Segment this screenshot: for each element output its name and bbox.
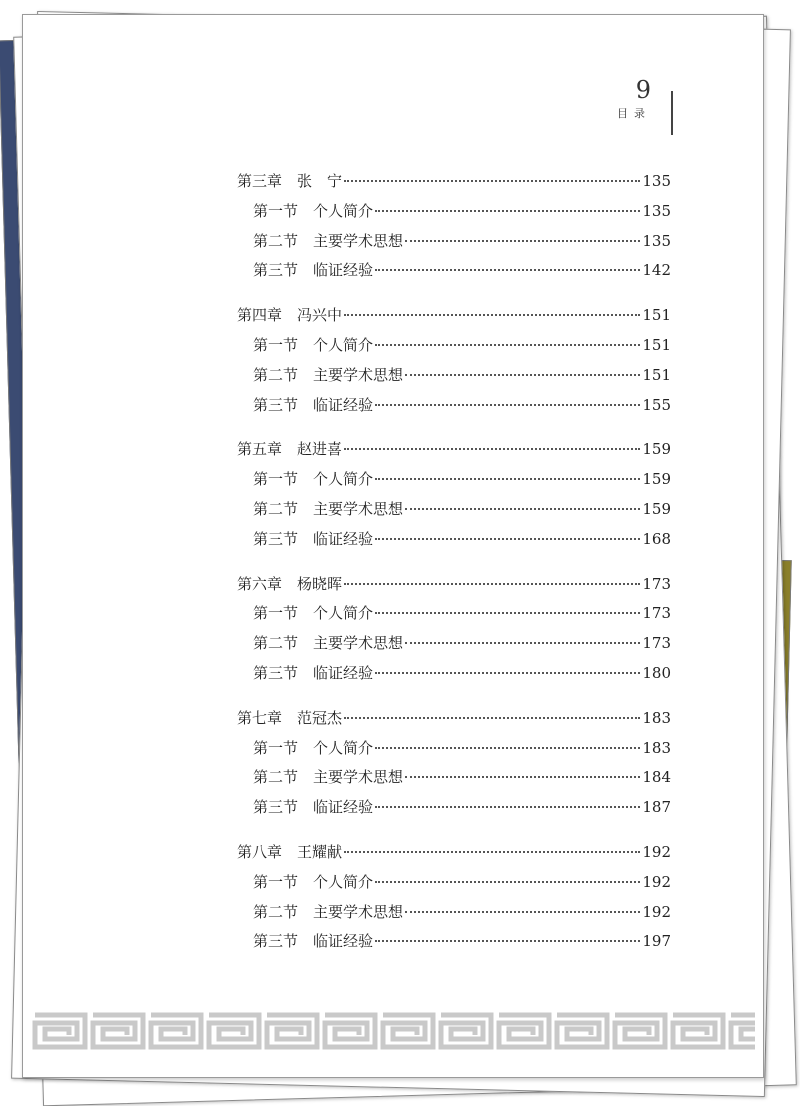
toc-section-entry-label: 第二节 主要学术思想 — [253, 365, 404, 384]
toc-chapter-entry-page-number: 151 — [642, 306, 671, 325]
dot-leader — [405, 776, 640, 778]
dot-leader — [375, 940, 640, 942]
toc-section-entry-label: 第一节 个人简介 — [253, 470, 374, 489]
toc-section-entry[interactable] — [237, 930, 671, 960]
toc-chapter-entry[interactable] — [237, 438, 671, 468]
toc-section-entry-page-number: 197 — [642, 932, 671, 951]
page-number: 9 — [635, 76, 651, 104]
toc-chapter-entry-page-number: 173 — [642, 574, 671, 593]
toc-section-entry-page-number: 151 — [642, 335, 671, 354]
toc-chapter-entry-page-number: 159 — [642, 440, 671, 459]
dot-leader — [375, 672, 640, 674]
toc-chapter-block — [237, 841, 671, 960]
toc-section-entry-label: 第一节 个人简介 — [253, 335, 374, 354]
toc-section-entry-label: 第一节 个人简介 — [253, 604, 374, 623]
dot-leader — [344, 583, 640, 585]
fret-border-decoration — [31, 1011, 755, 1051]
dot-leader — [344, 448, 640, 450]
dot-leader — [405, 374, 640, 376]
dot-leader — [375, 478, 640, 480]
toc-section-entry-page-number: 184 — [642, 768, 671, 787]
dot-leader — [375, 538, 640, 540]
toc-section-entry-page-number: 173 — [642, 604, 671, 623]
table-of-contents — [237, 170, 671, 975]
dot-leader — [344, 180, 640, 182]
toc-section-entry[interactable] — [237, 662, 671, 692]
toc-section-entry[interactable] — [237, 901, 671, 931]
dot-leader — [344, 314, 640, 316]
toc-section-entry-page-number: 142 — [642, 261, 671, 280]
toc-section-entry-page-number: 135 — [642, 231, 671, 250]
toc-section-entry-label: 第二节 主要学术思想 — [253, 634, 404, 653]
toc-section-entry-page-number: 135 — [642, 201, 671, 220]
dot-leader — [375, 806, 640, 808]
toc-chapter-entry[interactable] — [237, 573, 671, 603]
toc-chapter-block — [237, 438, 671, 557]
toc-section-entry-label: 第三节 临证经验 — [253, 395, 374, 414]
toc-section-entry-page-number: 173 — [642, 634, 671, 653]
dot-leader — [375, 344, 640, 346]
dot-leader — [405, 642, 640, 644]
toc-section-entry-label: 第三节 临证经验 — [253, 261, 374, 280]
dot-leader — [375, 269, 640, 271]
toc-section-entry-page-number: 187 — [642, 798, 671, 817]
toc-section-entry-label: 第三节 临证经验 — [253, 798, 374, 817]
toc-section-entry-page-number: 159 — [642, 470, 671, 489]
toc-chapter-entry[interactable] — [237, 841, 671, 871]
dot-leader — [375, 747, 640, 749]
toc-section-entry[interactable] — [237, 200, 671, 230]
toc-chapter-block — [237, 707, 671, 826]
dot-leader — [375, 881, 640, 883]
toc-section-entry-label: 第二节 主要学术思想 — [253, 499, 404, 518]
toc-section-entry-label: 第二节 主要学术思想 — [253, 768, 404, 787]
toc-section-entry[interactable] — [237, 766, 671, 796]
toc-section-entry-label: 第三节 临证经验 — [253, 932, 374, 951]
toc-section-entry-page-number: 155 — [642, 395, 671, 414]
toc-section-entry-page-number: 168 — [642, 529, 671, 548]
toc-chapter-entry-label: 第五章 赵进喜 — [237, 440, 343, 459]
toc-section-entry-label: 第三节 临证经验 — [253, 529, 374, 548]
toc-section-entry-label: 第三节 临证经验 — [253, 663, 374, 682]
toc-chapter-entry-label: 第三章 张 宁 — [237, 172, 343, 190]
toc-chapter-entry-label: 第七章 范冠杰 — [237, 708, 343, 727]
dot-leader — [405, 240, 640, 242]
toc-section-entry[interactable] — [237, 796, 671, 826]
dot-leader — [405, 911, 640, 913]
toc-chapter-entry-label: 第四章 冯兴中 — [237, 306, 343, 325]
toc-page — [22, 14, 764, 1078]
dot-leader — [344, 851, 640, 853]
toc-section-entry[interactable] — [237, 498, 671, 528]
toc-chapter-entry-page-number: 135 — [642, 172, 671, 190]
toc-chapter-block — [237, 304, 671, 423]
toc-section-entry[interactable] — [237, 871, 671, 901]
page-header — [617, 77, 651, 121]
toc-chapter-entry[interactable] — [237, 170, 671, 200]
toc-chapter-entry-label: 第六章 杨晓晖 — [237, 574, 343, 593]
toc-section-entry-label: 第一节 个人简介 — [253, 201, 374, 220]
dot-leader — [344, 717, 640, 719]
toc-chapter-entry-page-number: 183 — [642, 708, 671, 727]
toc-chapter-entry-page-number: 192 — [642, 842, 671, 861]
toc-chapter-block — [237, 573, 671, 692]
toc-chapter-entry[interactable] — [237, 707, 671, 737]
toc-section-entry[interactable] — [237, 364, 671, 394]
toc-section-entry[interactable] — [237, 632, 671, 662]
dot-leader — [405, 508, 640, 510]
toc-section-entry-page-number: 192 — [642, 872, 671, 891]
toc-section-entry-page-number: 180 — [642, 663, 671, 682]
toc-section-entry-page-number: 192 — [642, 902, 671, 921]
toc-section-entry-label: 第一节 个人简介 — [253, 738, 374, 757]
toc-section-entry[interactable] — [237, 602, 671, 632]
dot-leader — [375, 210, 640, 212]
toc-section-entry[interactable] — [237, 334, 671, 364]
toc-section-entry-page-number: 183 — [642, 738, 671, 757]
toc-section-entry-label: 第二节 主要学术思想 — [253, 231, 404, 250]
toc-section-entry[interactable] — [237, 394, 671, 424]
running-head: 目录 — [617, 107, 651, 120]
dot-leader — [375, 612, 640, 614]
toc-section-entry[interactable] — [237, 528, 671, 558]
toc-section-entry[interactable] — [237, 737, 671, 767]
toc-section-entry-label: 第二节 主要学术思想 — [253, 902, 404, 921]
dot-leader — [375, 404, 640, 406]
toc-chapter-entry-label: 第八章 王耀献 — [237, 842, 343, 861]
header-rule — [671, 91, 673, 135]
toc-section-entry[interactable] — [237, 259, 671, 289]
toc-section-entry-label: 第一节 个人简介 — [253, 872, 374, 891]
toc-section-entry-page-number: 159 — [642, 499, 671, 518]
toc-chapter-block — [237, 170, 671, 289]
toc-section-entry-page-number: 151 — [642, 365, 671, 384]
toc-section-entry[interactable] — [237, 230, 671, 260]
toc-chapter-entry[interactable] — [237, 304, 671, 334]
toc-section-entry[interactable] — [237, 468, 671, 498]
